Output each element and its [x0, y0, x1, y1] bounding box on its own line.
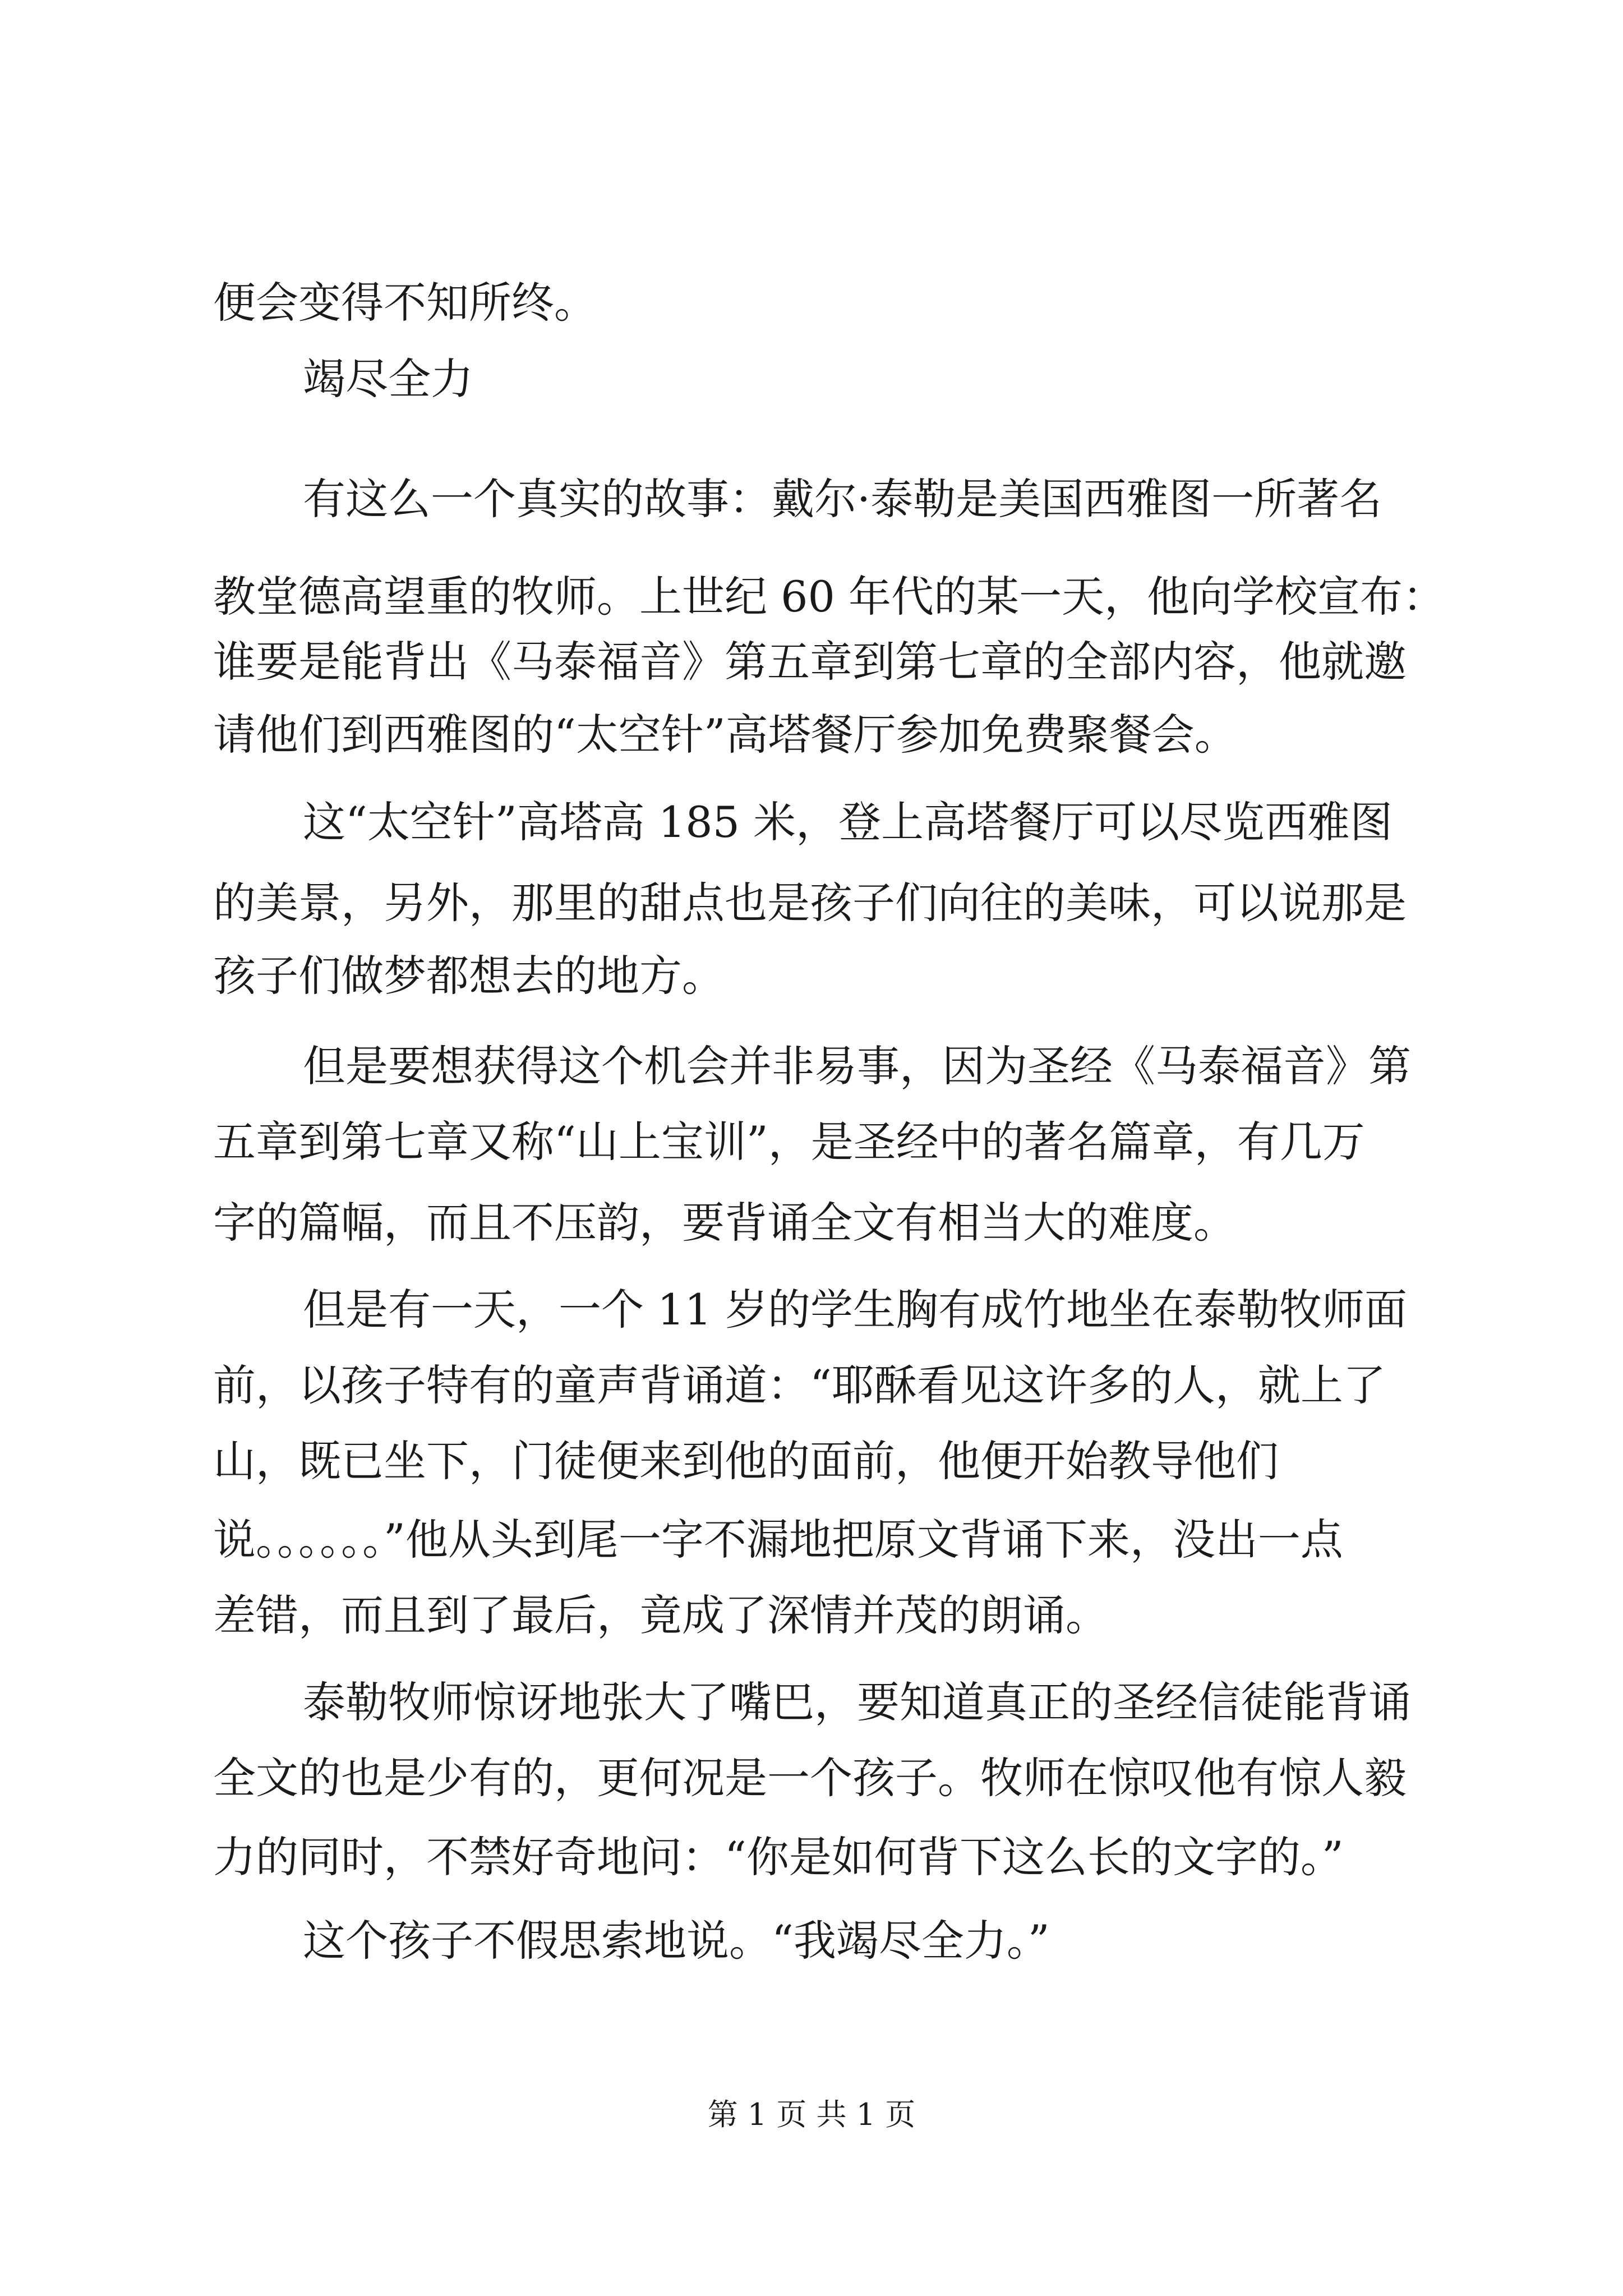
text-line: 孩子们做梦都想去的地方。 [213, 951, 725, 1001]
text-line: 全文的也是少有的，更何况是一个孩子。牧师在惊叹他有惊人毅 [213, 1753, 1407, 1803]
text-line: 谁要是能背出《马泰福音》第五章到第七章的全部内容，他就邀 [213, 637, 1407, 687]
text-line: 的美景，另外，那里的甜点也是孩子们向往的美味，可以说那是 [213, 878, 1407, 928]
section-heading: 竭尽全力 [303, 354, 473, 404]
text-line: 便会变得不知所终。 [213, 278, 597, 328]
text-line: 请他们到西雅图的“太空针”高塔餐厅参加免费聚餐会。 [213, 710, 1237, 760]
text-line: 泰勒牧师惊讶地张大了嘴巴，要知道真正的圣经信徒能背诵 [303, 1677, 1411, 1727]
text-line: 山，既已坐下，门徒便来到他的面前，他便开始教导他们 [213, 1436, 1279, 1486]
text-line: 五章到第七章又称“山上宝训”，是圣经中的著名篇章，有几万 [213, 1117, 1365, 1167]
text-line: 力的同时，不禁好奇地问：“你是如何背下这么长的文字的。” [213, 1832, 1344, 1882]
text-line: 字的篇幅，而且不压韵，要背诵全文有相当大的难度。 [213, 1198, 1236, 1248]
text-line: 但是要想获得这个机会并非易事，因为圣经《马泰福音》第 [303, 1041, 1411, 1091]
text-line: 但是有一天，一个 11 岁的学生胸有成竹地坐在泰勒牧师面 [303, 1285, 1408, 1335]
page-number-footer: 第 1 页 共 1 页 [707, 2097, 916, 2132]
text-line: 差错，而且到了最后，竟成了深情并茂的朗诵。 [213, 1590, 1108, 1640]
text-line: 有这么一个真实的故事：戴尔·泰勒是美国西雅图一所著名 [303, 474, 1382, 524]
text-line: 说。。。。。。”他从头到尾一字不漏地把原文背诵下来，没出一点 [213, 1515, 1343, 1565]
text-line: 前，以孩子特有的童声背诵道：“耶酥看见这许多的人，就上了 [213, 1360, 1386, 1410]
text-line: 这“太空针”高塔高 185 米，登上高塔餐厅可以尽览西雅图 [303, 797, 1393, 847]
text-line: 教堂德高望重的牧师。上世纪 60 年代的某一天，他向学校宣布： [213, 572, 1446, 622]
text-line: 这个孩子不假思索地说。“我竭尽全力。” [303, 1916, 1050, 1966]
